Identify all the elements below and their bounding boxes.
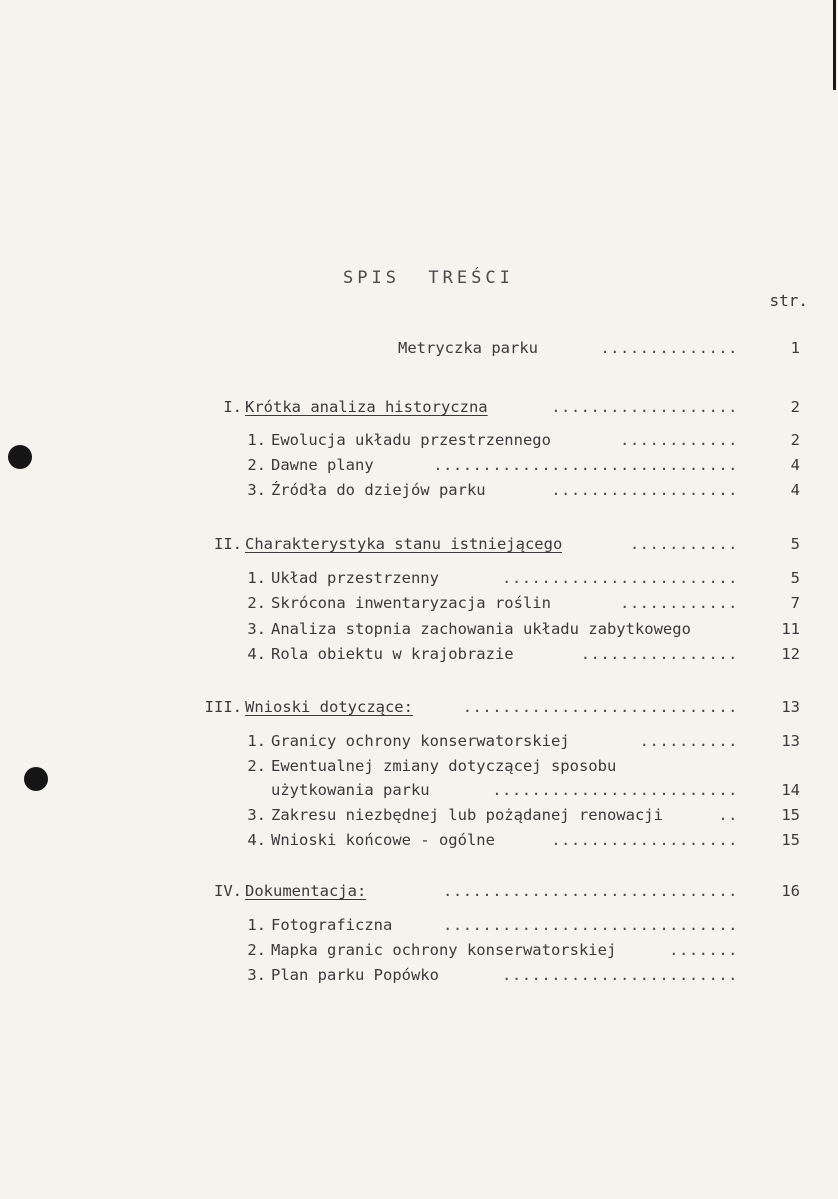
toc-entry-title: Dawne plany	[271, 456, 374, 474]
toc-entry-number: 1.	[247, 916, 266, 934]
toc-entry-title: Dokumentacja:	[245, 882, 367, 900]
toc-page-number: 4	[790, 481, 800, 499]
toc-leader-dots: ..............	[600, 339, 738, 357]
toc-page-number: 13	[781, 732, 800, 750]
toc-entry-title: Plan parku Popówko	[271, 966, 439, 984]
toc-page-number: 15	[781, 806, 800, 824]
toc-entry	[0, 828, 838, 852]
toc-leader-dots: .........................	[492, 781, 738, 799]
toc-entry-title: Analiza stopnia zachowania układu zabytkowego	[271, 620, 691, 638]
scan-edge-line	[833, 0, 836, 90]
toc-entry	[0, 566, 838, 590]
toc-leader-dots: ..............................	[443, 882, 738, 900]
toc-entry	[0, 695, 838, 719]
toc-entry-title: Ewolucja układu przestrzennego	[271, 431, 551, 449]
toc-page-number: 1	[790, 339, 800, 357]
toc-entry-title: Zakresu niezbędnej lub pożądanej renowacji	[271, 806, 663, 824]
toc-entry	[0, 591, 838, 615]
toc-leader-dots: ................	[580, 645, 738, 663]
toc-entry-number: 3.	[247, 620, 266, 638]
toc-entry-title: Rola obiektu w krajobrazie	[271, 645, 514, 663]
toc-page-number: 16	[781, 882, 800, 900]
toc-entry-number: 3.	[247, 966, 266, 984]
toc-page-number: 13	[781, 698, 800, 716]
toc-entry	[0, 938, 838, 962]
toc-entry-title: użytkowania parku	[271, 781, 430, 799]
toc-entry	[0, 778, 838, 802]
toc-entry-title: Układ przestrzenny	[271, 569, 439, 587]
toc-entry-title: Krótka analiza historyczna	[245, 398, 488, 416]
toc-page-number: 2	[790, 398, 800, 416]
toc-entry-title: Skrócona inwentaryzacja roślin	[271, 594, 551, 612]
toc-leader-dots: ...........	[629, 535, 738, 553]
toc-entry-number: II.	[214, 535, 242, 553]
toc-entry	[0, 879, 838, 903]
page-column-label: str.	[769, 291, 808, 310]
toc-page-number: 2	[790, 431, 800, 449]
toc-entry-number: I.	[223, 398, 242, 416]
toc-page-number: 7	[790, 594, 800, 612]
toc-entry	[0, 963, 838, 987]
toc-leader-dots: ........................	[502, 966, 738, 984]
toc-entry	[0, 913, 838, 937]
toc-entry-number: 2.	[247, 757, 266, 775]
toc-leader-dots: ........................	[502, 569, 738, 587]
toc-entry	[0, 642, 838, 666]
toc-entry	[0, 453, 838, 477]
toc-entry-number: 1.	[247, 732, 266, 750]
toc-entry	[0, 729, 838, 753]
toc-leader-dots: ............	[620, 594, 738, 612]
toc-leader-dots: ..........	[639, 732, 738, 750]
toc-entry-number: 4.	[247, 831, 266, 849]
toc-entry-number: 2.	[247, 594, 266, 612]
toc-entry-number: 3.	[247, 806, 266, 824]
toc-entry-title: Charakterystyka stanu istniejącego	[245, 535, 563, 553]
page-title: SPIS TREŚCI	[343, 268, 514, 288]
toc-entry	[0, 803, 838, 827]
toc-entry-title: Metryczka parku	[398, 339, 538, 357]
toc-entry	[0, 395, 838, 419]
toc-leader-dots: ...................	[551, 481, 738, 499]
toc-page-number: 5	[790, 535, 800, 553]
toc-entry-number: 1.	[247, 569, 266, 587]
toc-entry-number: 2.	[247, 941, 266, 959]
toc-entry-title: Granicy ochrony konserwatorskiej	[271, 732, 570, 750]
toc-entry	[0, 532, 838, 556]
toc-entry	[0, 617, 838, 641]
toc-entry-title: Wnioski dotyczące:	[245, 698, 413, 716]
toc-page-number: 15	[781, 831, 800, 849]
toc-page-number: 12	[781, 645, 800, 663]
toc-page-number: 4	[790, 456, 800, 474]
toc-leader-dots: ...............................	[433, 456, 738, 474]
toc-entry	[0, 754, 838, 778]
toc-leader-dots: ..............................	[443, 916, 738, 934]
toc-entry-title: Wnioski końcowe - ogólne	[271, 831, 495, 849]
toc-entry-number: 3.	[247, 481, 266, 499]
toc-leader-dots: ............................	[462, 698, 738, 716]
toc-entry-title: Ewentualnej zmiany dotyczącej sposobu	[271, 757, 617, 775]
toc-entry	[0, 478, 838, 502]
toc-entry-title: Źródła do dziejów parku	[271, 481, 486, 499]
toc-entry	[0, 336, 838, 360]
toc-page-number: 14	[781, 781, 800, 799]
toc-entry-number: IV.	[214, 882, 242, 900]
toc-entry-title: Fotograficzna	[271, 916, 393, 934]
toc-leader-dots: ...................	[551, 398, 738, 416]
toc-entry	[0, 428, 838, 452]
toc-entry-title: Mapka granic ochrony konserwatorskiej	[271, 941, 617, 959]
toc-page-number: 5	[790, 569, 800, 587]
toc-leader-dots: ............	[620, 431, 738, 449]
toc-page-number: 11	[781, 620, 800, 638]
toc-leader-dots: .......	[669, 941, 738, 959]
toc-entry-number: 4.	[247, 645, 266, 663]
toc-entry-number: III.	[204, 698, 242, 716]
toc-entry-number: 2.	[247, 456, 266, 474]
toc-leader-dots: ..	[718, 806, 738, 824]
toc-leader-dots: ...................	[551, 831, 738, 849]
toc-entry-number: 1.	[247, 431, 266, 449]
